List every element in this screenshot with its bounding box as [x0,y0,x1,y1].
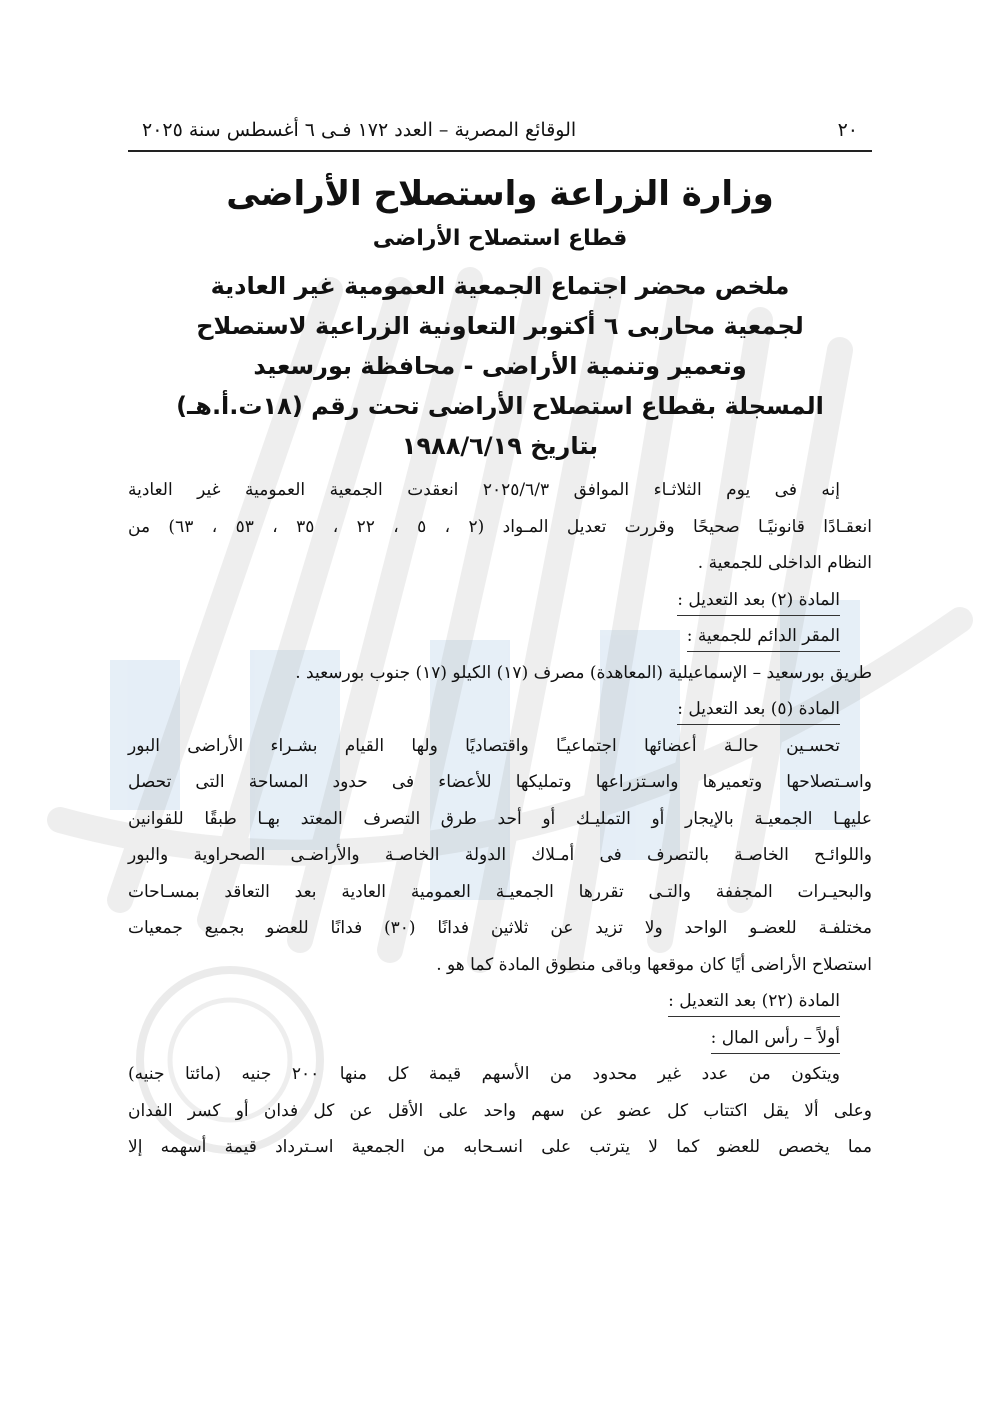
article-22-heading [128,983,872,1020]
article-22-line: ويتكون من عدد غير محدود من الأسهم قيمة كل منها ٢٠٠ جنيه (مائتا جنيه) [128,1064,840,1084]
article-5-line: واللوائـح الخاصـة بالتصرف فى أمـلاك الدولة الخاصـة والأراضـى الصحراوية والبور [128,845,872,865]
article-5-line: تحسـين حالـة أعضائها اجتماعيـًا واقتصاديًا ولها القيام بشـراء الأراضى البور [128,735,840,756]
sector-title: قطاع استصلاح الأراضى [372,226,628,251]
article-5-line: استصلاح الأراضى أيًا كان موقعها وباقى منطوق المادة كما هو . [436,954,872,975]
article-5-line: واسـتصلاحها وتعميرها واسـتزراعها وتمليكها للأعضاء فى حدود المساحة التى تحصل [128,772,872,792]
article-5-line: مختلفـة للعضـو الواحد ولا تزيد عن ثلاثين فدانًا (٣٠) فدانًا للعضو بجميع جمعيات [128,918,872,938]
article-5-line: عليهـا الجمعيـة بالإيجار أو التمليـك أو أحد طرق التصرف المعتد بهـا طبقًا للقوانين [128,808,872,829]
article-22-subheading-text: أولاً – رأس المال : [711,1023,840,1054]
intro-line: النظام الداخلى للجمعية . [697,553,872,573]
title-block [128,166,872,466]
intro-line: إنه فى يوم الثلاثـاء الموافق ٢٠٢٥/٦/٣ انعقدت الجمعية العمومية غير العادية [128,480,841,500]
article-2-heading-text: المادة (٢) بعد التعديل : [677,585,840,616]
subtitle-line: المسجلة بقطاع استصلاح الأراضى تحت رقم (١٨ت.أ.هـ) [176,392,824,420]
article-2-subheading-text: المقر الدائم للجمعية : [687,621,840,652]
article-2-subheading [128,618,872,655]
article-22-line: مما يخصص للعضو كما لا يترتب على انسـحابه من الجمعية اسـترداد قيمة أسهمه إلا [128,1137,872,1157]
article-5-heading-text: المادة (٥) بعد التعديل : [677,694,840,725]
subtitle-line: ملخص محضر اجتماع الجمعية العمومية غير العادية [210,272,790,300]
subtitle-line: وتعمير وتنمية الأراضى - محافظة بورسعيد [253,352,747,380]
article-2-text: طريق بورسعيد – الإسماعيلية (المعاهدة) مصرف (١٧) الكيلو (١٧) جنوب بورسعيد . [295,662,872,683]
running-title: الوقائع المصرية – العدد ١٧٢ فـى ٦ أغسطس سنة ٢٠٢٥ [142,119,577,141]
intro-line: انعقـادًا قانونيًـا صحيحًا وقررت تعديل المـواد (٢ ، ٥ ، ٢٢ ، ٣٥ ، ٥٣ ، ٦٣) من [128,516,872,537]
subtitle-line: بتاريخ ١٩٨٨/٦/١٩ [401,432,599,460]
article-22-heading-text: المادة (٢٢) بعد التعديل : [668,986,840,1017]
page-number: ٢٠ [837,119,858,141]
article-22-subheading [128,1020,872,1057]
article-2-heading [128,582,872,619]
document-body [128,472,872,1166]
ministry-title: وزارة الزراعة واستصلاح الأراضى [226,174,774,214]
running-header [128,110,872,152]
subtitle-line: لجمعية محاربى ٦ أكتوبر التعاونية الزراعية لاستصلاح [196,312,804,340]
article-5-heading [128,691,872,728]
gazette-page [128,110,872,1166]
article-5-line: والبحيـرات المجففة والتـى تقررها الجمعيـة العمومية العادية بعد التعاقد بمسـاحات [128,881,872,902]
article-22-line: وعلى ألا يقل اكتتاب كل عضو عن سهم واحد على الأقل عن كل فدان أو كسر الفدان [128,1100,872,1121]
